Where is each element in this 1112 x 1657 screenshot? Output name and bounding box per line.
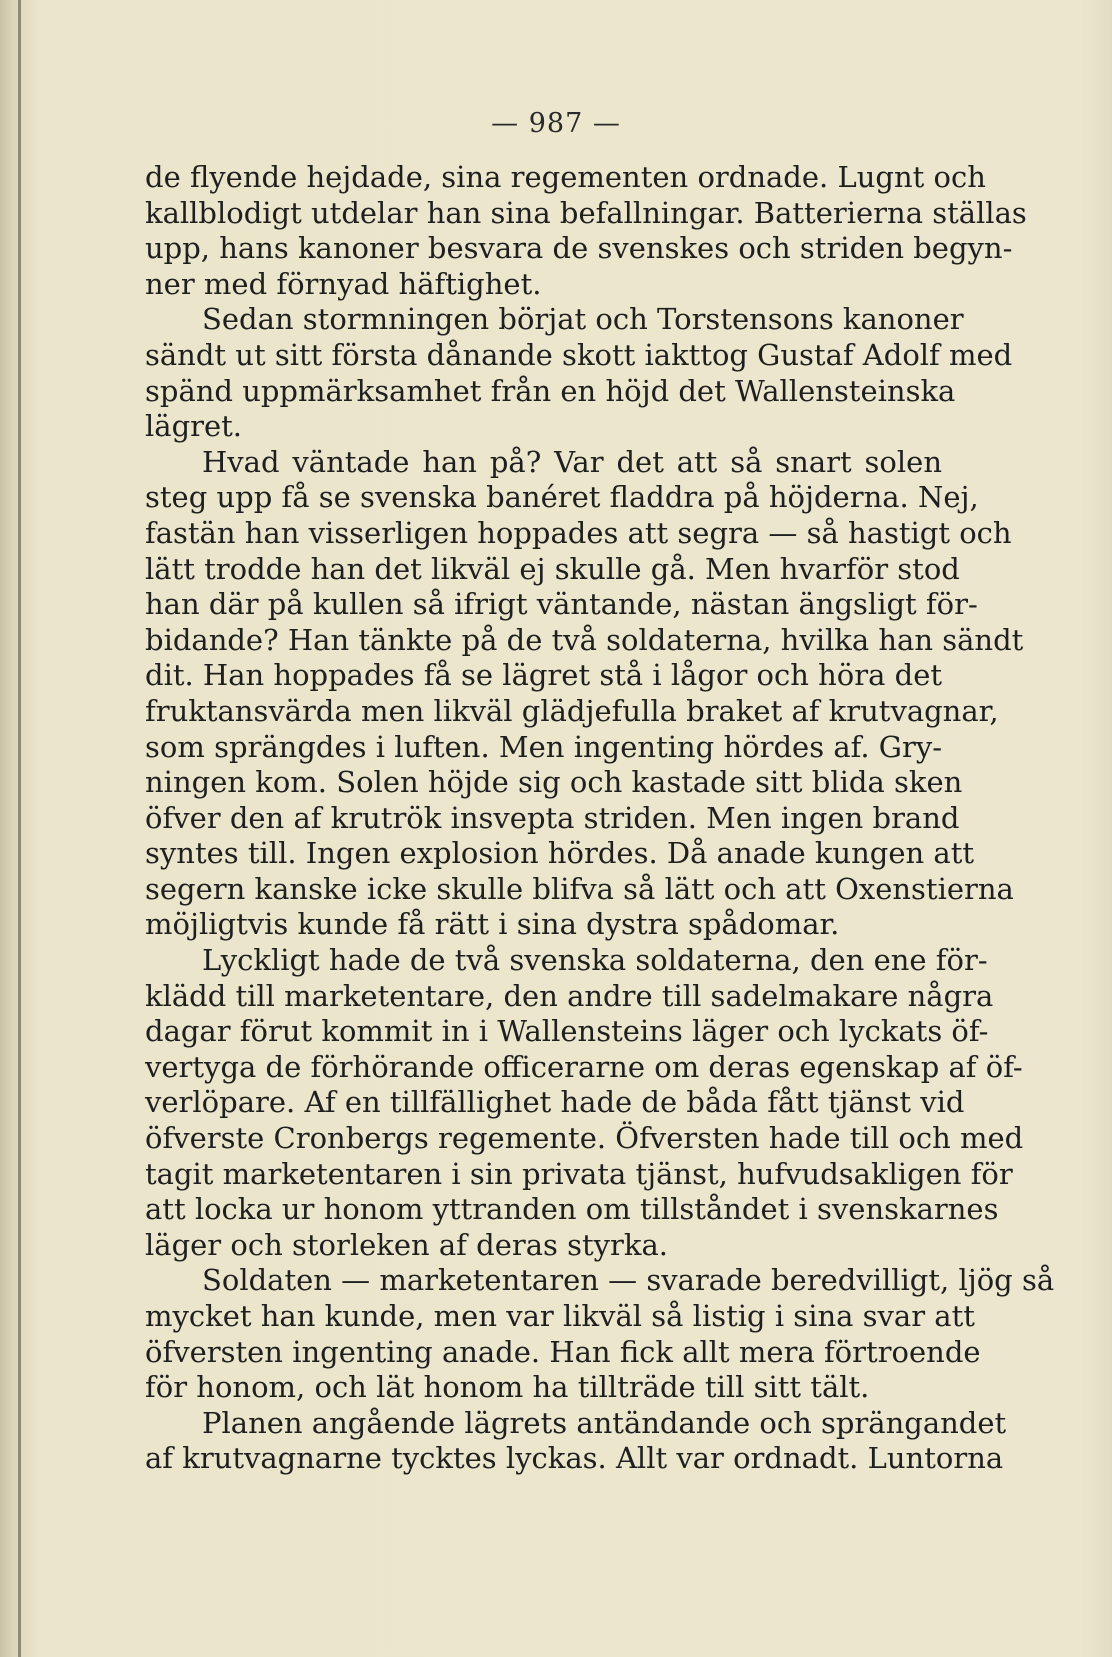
- text-line: de flyende hejdade, sina regementen ordnade. Lugnt och: [145, 160, 986, 194]
- text-line: fastän han visserligen hoppades att segra — så hastigt och: [145, 515, 1012, 550]
- text-line: kallblodigt utdelar han sina befallningar. Batterierna ställas: [145, 195, 1027, 230]
- text-line: ningen kom. Solen höjde sig och kastade sitt blida sken: [145, 765, 963, 800]
- text-line: fruktansvärda men likväl glädjefulla braket af krutvagnar,: [145, 693, 999, 728]
- text-line: Sedan stormningen börjat och Torstensons kanoner: [202, 302, 964, 337]
- text-line: dit. Han hoppades få se lägret stå i lågor och höra det: [145, 658, 943, 693]
- text-line: Hvad väntade han på? Var det att så snart solen: [202, 444, 942, 479]
- text-line: steg upp få se svenska banéret fladdra på höjderna. Nej,: [145, 480, 979, 515]
- text-line: Soldaten — marketentaren — svarade beredvilligt, ljög så: [202, 1263, 1055, 1298]
- text-line: Planen angående lägrets antändande och sprängandet: [202, 1405, 1007, 1440]
- text-line: upp, hans kanoner besvara de svenskes och striden begyn-: [145, 231, 1013, 266]
- text-line: för honom, och lät honom ha tillträde till sitt tält.: [145, 1370, 870, 1405]
- text-line: öfversten ingenting anade. Han fick allt mera förtroende: [145, 1334, 981, 1369]
- text-line: att locka ur honom yttranden om tillståndet i svenskarnes: [145, 1192, 999, 1227]
- text-line: klädd till marketentare, den andre till sadelmakare några: [145, 978, 994, 1013]
- text-line: verlöpare. Af en tillfällighet hade de båda fått tjänst vid: [145, 1085, 965, 1120]
- text-line: sändt ut sitt första dånande skott iakttog Gustaf Adolf med: [145, 337, 1013, 372]
- text-line: syntes till. Ingen explosion hördes. Då anade kungen att: [145, 836, 975, 871]
- text-line: lätt trodde han det likväl ej skulle gå. Men hvarför stod: [145, 551, 960, 586]
- text-line: vertyga de förhörande officerarne om deras egenskap af öf-: [145, 1049, 1023, 1084]
- text-line: öfverste Cronbergs regemente. Öfversten hade till och med: [145, 1121, 1024, 1156]
- text-line: dagar förut kommit in i Wallensteins läger och lyckats öf-: [145, 1014, 989, 1049]
- text-line: som sprängdes i luften. Men ingenting hördes af. Gry-: [145, 729, 942, 764]
- body-text: [145, 160, 1055, 1477]
- page-number: — 987 —: [491, 108, 621, 139]
- text-line: bidande? Han tänkte på de två soldaterna, hvilka han sändt: [145, 622, 1024, 657]
- text-line: ner med förnyad häftighet.: [145, 266, 542, 301]
- text-line: Lyckligt hade de två svenska soldaterna, den ene för-: [202, 943, 988, 978]
- text-line: han där på kullen så ifrigt väntande, nästan ängsligt för-: [145, 587, 978, 622]
- text-line: tagit marketentaren i sin privata tjänst, hufvudsakligen för: [145, 1156, 1013, 1191]
- text-line: läger och storleken af deras styrka.: [145, 1227, 668, 1262]
- text-line: lägret.: [145, 409, 243, 444]
- text-line: mycket han kunde, men var likväl så listig i sina svar att: [145, 1299, 975, 1333]
- text-line: spänd uppmärksamhet från en höjd det Wallensteinska: [145, 373, 956, 408]
- text-line: möjligtvis kunde få rätt i sina dystra spådomar.: [145, 907, 840, 942]
- binding-edge: [18, 0, 21, 1657]
- text-line: segern kanske icke skulle blifva så lätt och att Oxenstierna: [145, 871, 1014, 906]
- text-line: af krutvagnarne tycktes lyckas. Allt var ordnadt. Luntorna: [145, 1441, 1004, 1476]
- text-line: öfver den af krutrök insvepta striden. Men ingen brand: [145, 800, 960, 835]
